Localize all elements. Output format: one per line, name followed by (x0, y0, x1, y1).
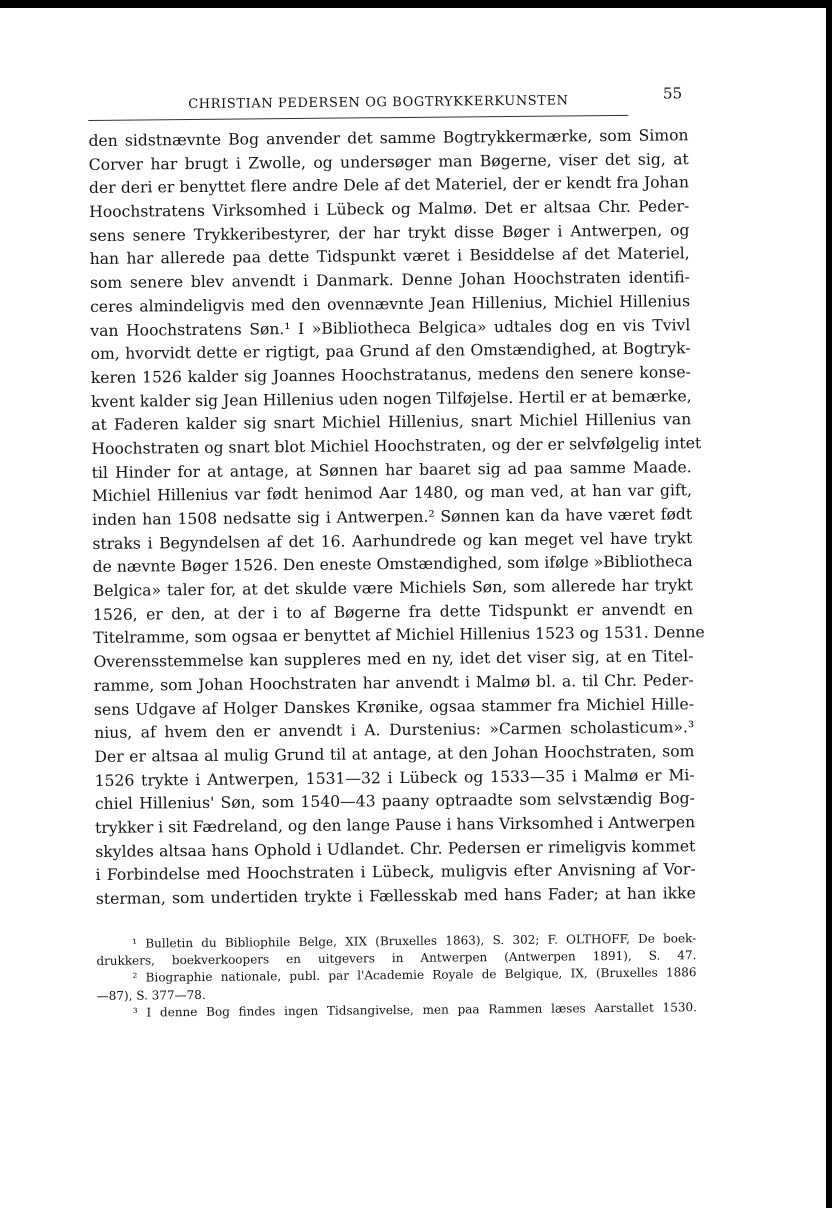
text-line: til Hinder for at antage, at Sønnen har baaret sig ad paa samme Maade. (91, 457, 692, 482)
text-line: som senere blev anvendt i Danmark. Denne Johan Hoochstraten identifi- (89, 268, 690, 293)
text-line: Belgica» taler for, at det skulde være Michiels Søn, som allerede har trykt (92, 576, 693, 601)
text-line: om, hvorvidt dette er rigtigt, paa Grund af den Omstændighed, at Bogtryk- (90, 339, 691, 364)
footnote-line: ³ I denne Bog findes ingen Tidsangivelse, men paa Rammen læses Aarstallet 1530. (132, 1000, 697, 1020)
text-line: Der er altsaa al mulig Grund til at antage, at den Johan Hoochstraten, som (94, 742, 695, 766)
text-line: Overensstemmelse kan suppleres med en ny, idet det viser sig, at en Titel- (93, 647, 694, 672)
scan-border-top (0, 0, 832, 8)
text-line: straks i Begyndelsen af det 16. Aarhundrede og kan meget vel have trykt (92, 528, 693, 553)
text-line: Michiel Hillenius var født henimod Aar 1480, og man ved, at han var gift, (91, 481, 692, 506)
text-line: skyldes altsaa hans Ophold i Udlandet. Chr. Pedersen er rimeligvis kommet (95, 836, 696, 861)
text-line: keren 1526 kalder sig Joannes Hoochstratanus, medens den senere konse- (90, 363, 691, 387)
header-rule (88, 115, 628, 121)
text-line: sens Udgave af Holger Danskes Krønike, ogsaa stammer fra Michiel Hille- (93, 694, 695, 719)
text-line: sterman, som undertiden trykte i Fællesskab med hans Fader; at han ikke (95, 884, 696, 908)
text-line: van Hoochstratens Søn.¹ I »Bibliotheca Belgica» udtales dog en vis Tvivl (90, 315, 691, 340)
text-line: inden han 1508 nedsatte sig i Antwerpen.² Sønnen kan da have været født (92, 505, 693, 529)
text-line: 1526, er den, at der i to af Bøgerne fra dette Tidspunkt er anvendt en (92, 599, 694, 624)
text-line: sens senere Trykkeribestyrer, der har trykt disse Bøger i Antwerpen, og (89, 220, 690, 245)
text-line: trykker i sit Fædreland, og den lange Pause i hans Virksomhed i Antwerpen (95, 813, 696, 837)
text-line: der deri er benyttet flere andre Dele af det Materiel, der er kendt fra Johan (88, 173, 690, 198)
page-header (88, 80, 688, 124)
scan-border-right (826, 0, 832, 1208)
text-line: de nævnte Bøger 1526. Den eneste Omstændighed, som ifølge »Bibliotheca (92, 552, 693, 577)
footnote-line: ¹ Bulletin du Bibliophile Belge, XIX (Bruxelles 1863), S. 302; F. OLTHOFF, De boek- (132, 930, 697, 951)
footnote-line: —87), S. 377—78. (96, 987, 206, 1003)
body-text (88, 124, 705, 911)
text-line: ceres almindeligvis med den ovennævnte Jean Hillenius, Michiel Hillenius (90, 292, 691, 316)
text-line: kvent kalder sig Jean Hillenius uden nogen Tilføjelse. Hertil er at bemærke, (90, 386, 692, 411)
text-line: chiel Hillenius' Søn, som 1540—43 paany optraadte som selvstændig Bog- (94, 789, 695, 814)
running-title: CHRISTIAN PEDERSEN OG BOGTRYKKERKUNSTEN (188, 93, 569, 113)
text-line: Hoochstraten og snart blot Michiel Hoochstraten, og der er selvfølgelig intet (91, 434, 702, 458)
text-line: i Forbindelse med Hoochstraten i Lübeck, muligvis efter Anvisning af Vor- (95, 860, 696, 885)
text-line: Titelramme, som ogsaa er benyttet af Michiel Hillenius 1523 og 1531. Denne (93, 623, 705, 648)
text-line: den sidstnævnte Bog anvender det samme Bogtrykkermærke, som Simon (88, 126, 689, 150)
text-line: ramme, som Johan Hoochstraten har anvendt i Malmø bl. a. til Chr. Peder- (93, 671, 694, 695)
book-page (88, 80, 705, 1022)
text-line: 1526 trykte i Antwerpen, 1531—32 i Lübeck og 1533—35 i Malmø er Mi- (94, 765, 695, 790)
text-line: nius, af hvem den er anvendt i A. Durstenius: »Carmen scholasticum».³ (94, 718, 695, 743)
text-line: han har allerede paa dette Tidspunkt været i Besiddelse af det Materiel, (89, 244, 690, 269)
text-line: Hoochstratens Virksomhed i Lübeck og Malmø. Det er altsaa Chr. Peder- (89, 197, 690, 222)
footnote-line: drukkers, boekverkoopers en uitgevers in Antwerpen (Antwerpen 1891), S. 47. (96, 948, 697, 969)
text-line: at Faderen kalder sig snart Michiel Hillenius, snart Michiel Hillenius van (91, 410, 692, 435)
page-number: 55 (662, 84, 683, 103)
text-line: Corver har brugt i Zwolle, og undersøger man Bøgerne, viser det sig, at (88, 149, 689, 174)
footnotes (96, 930, 697, 1023)
footnote-line: ² Biographie nationale, publ. par l'Academie Royale de Belgique, IX, (Bruxelles 1886 (132, 965, 697, 986)
